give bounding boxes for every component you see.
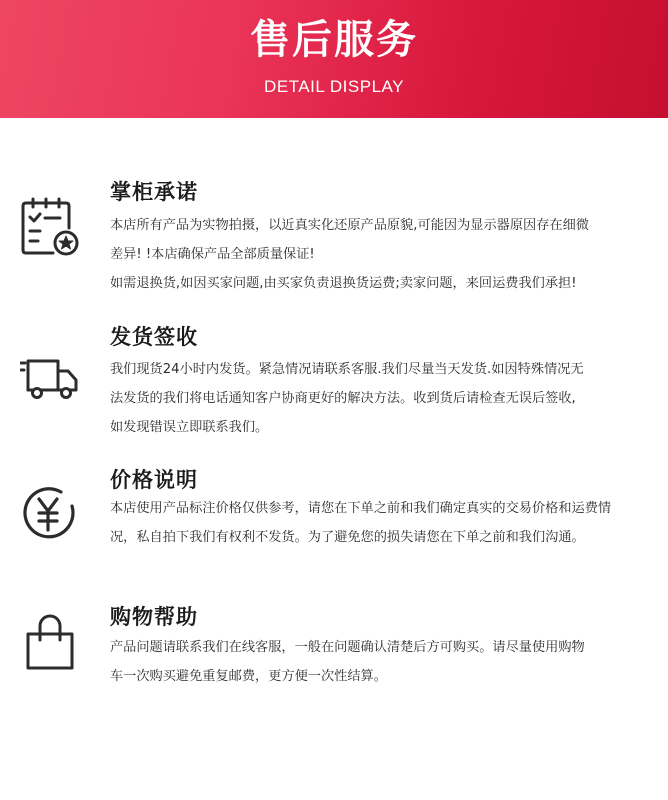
section-body bbox=[110, 355, 640, 442]
checklist-star-icon bbox=[20, 196, 80, 256]
section-text-line: 法发货的我们将电话通知客户协商更好的解决方法。收到货后请检查无误后签收, bbox=[110, 391, 576, 406]
section-body bbox=[110, 633, 640, 691]
section-body bbox=[110, 494, 640, 552]
header-banner bbox=[0, 0, 668, 118]
section-title: 购物帮助 bbox=[110, 605, 198, 629]
section-body bbox=[110, 211, 640, 298]
section-text-line: 本店所有产品为实物拍摄，以近真实化还原产品原貌,可能因为显示器原因存在细微 bbox=[110, 218, 589, 233]
delivery-truck-icon bbox=[20, 350, 80, 410]
section-text-line: 产品问题请联系我们在线客服，一般在问题确认清楚后方可购买。请尽量使用购物 bbox=[110, 640, 585, 655]
section-text-line: 我们现货24小时内发货。紧急情况请联系客服.我们尽量当天发货.如因特殊情况无 bbox=[110, 362, 584, 377]
page-title: 售后服务 bbox=[250, 17, 418, 63]
section-text-line: 如发现错误立即联系我们。 bbox=[110, 420, 269, 435]
yuan-coin-icon bbox=[20, 484, 80, 544]
section-text-line: 况，私自拍下我们有权利不发货。为了避免您的损失请您在下单之前和我们沟通。 bbox=[110, 530, 585, 545]
section-text-line: 差异! !本店确保产品全部质量保证! bbox=[110, 247, 315, 262]
shopping-bag-icon bbox=[20, 612, 80, 672]
section-title: 发货签收 bbox=[110, 325, 198, 349]
section-text-line: 如需退换货,如因买家问题,由买家负责退换货运费;卖家问题，来回运费我们承担! bbox=[110, 276, 577, 291]
section-title: 价格说明 bbox=[110, 468, 198, 492]
section-text-line: 车一次购买避免重复邮费，更方便一次性结算。 bbox=[110, 669, 387, 684]
section-text-line: 本店使用产品标注价格仅供参考，请您在下单之前和我们确定真实的交易价格和运费情 bbox=[110, 501, 612, 516]
page-subtitle: DETAIL DISPLAY bbox=[264, 77, 404, 96]
section-title: 掌柜承诺 bbox=[110, 180, 198, 204]
